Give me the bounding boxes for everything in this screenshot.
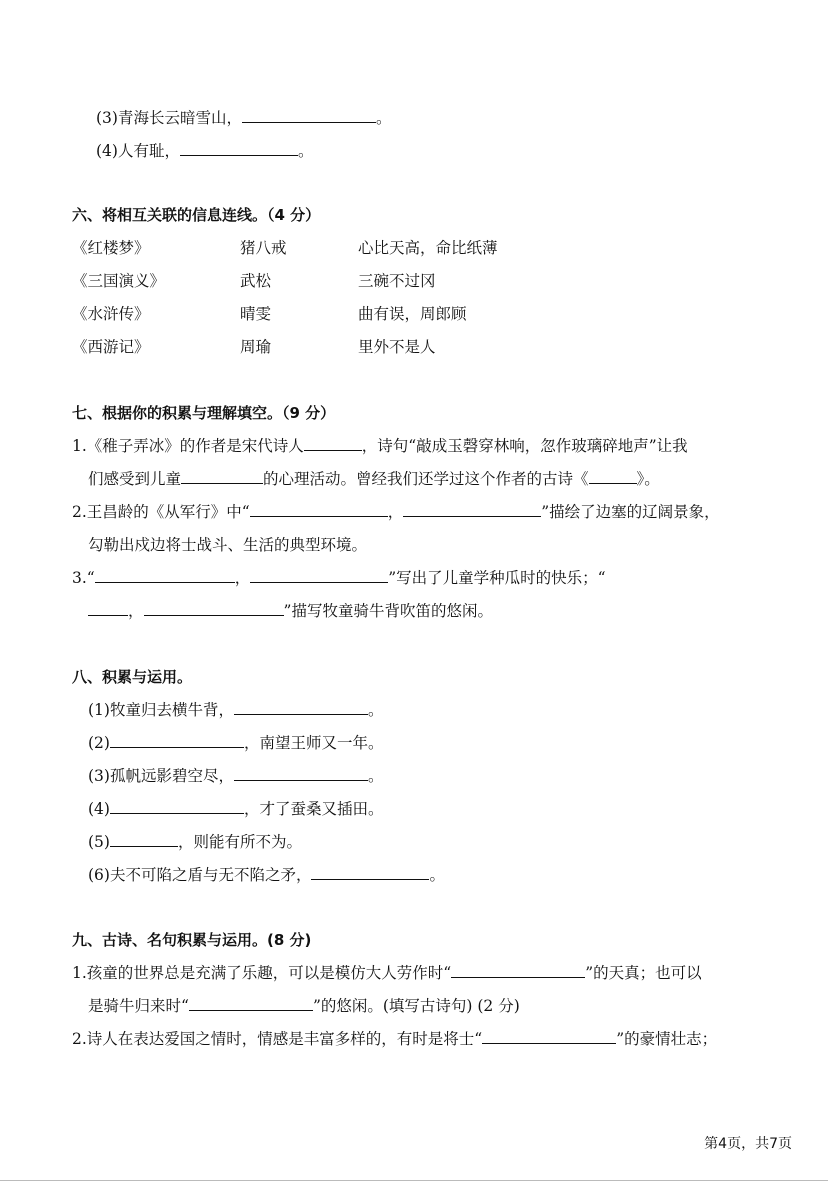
sec9-q2-text-a: 2.诗人在表达爱国之情时，情感是丰富多样的，有时是将士“ xyxy=(72,1030,483,1048)
answer-blank[interactable] xyxy=(311,865,429,880)
sec8-item-3-text: (3)孤帆远影碧空尽， xyxy=(88,767,234,785)
sec7-q1-line2 xyxy=(88,468,660,490)
sec5-item-3 xyxy=(96,107,391,129)
answer-blank[interactable] xyxy=(250,568,388,583)
answer-blank[interactable] xyxy=(110,733,244,748)
sec8-item-3-end: 。 xyxy=(367,767,384,785)
sec8-title: 八、积累与运用。 xyxy=(72,668,193,686)
sec8-item-1-end: 。 xyxy=(367,701,384,719)
sec7-q2-line2: 勾勒出戍边将士战斗、生活的典型环境。 xyxy=(88,536,368,554)
sec7-q3-text-e: ”描写牧童骑牛背吹笛的悠闲。 xyxy=(283,602,493,620)
sec6-quote-1: 心比天高，命比纸薄 xyxy=(358,239,498,257)
answer-blank[interactable] xyxy=(234,700,368,715)
sec8-item-4 xyxy=(88,798,383,820)
sec8-item-4-text: ，才了蚕桑又插田。 xyxy=(243,800,384,818)
sec7-q3-text-a: 3.“ xyxy=(72,569,95,587)
answer-blank[interactable] xyxy=(403,502,541,517)
sec6-quote-2: 三碗不过冈 xyxy=(358,272,436,290)
sec8-item-1-text: (1)牧童归去横牛背， xyxy=(88,701,234,719)
sec9-q2-text-b: ”的豪情壮志； xyxy=(616,1030,718,1048)
sec9-q1-line2 xyxy=(88,995,520,1017)
sec6-book-3: 《水浒传》 xyxy=(72,305,150,323)
answer-blank[interactable] xyxy=(88,601,128,616)
sec7-q1-text-b: ，诗句“敲成玉磬穿林响，忽作玻璃碎地声”让我 xyxy=(361,437,688,455)
page-bottom-rule xyxy=(0,1180,828,1181)
answer-blank[interactable] xyxy=(189,996,313,1011)
sec7-q3-text-b: ， xyxy=(234,569,251,587)
sec7-q1-line1 xyxy=(72,435,688,457)
sec8-item-2 xyxy=(88,732,383,754)
sec8-item-3 xyxy=(88,765,383,787)
sec8-item-6-end: 。 xyxy=(429,866,445,884)
sec7-q3-text-d: ， xyxy=(128,602,144,620)
sec7-q1-text-e: 》。 xyxy=(636,470,660,488)
sec5-item-4-text: (4)人有耻， xyxy=(96,142,180,160)
sec7-q1-text-a: 1.《稚子弄冰》的作者是宋代诗人 xyxy=(72,437,304,455)
answer-blank[interactable] xyxy=(304,436,362,451)
sec5-item-4-end: 。 xyxy=(297,142,314,160)
sec6-book-1: 《红楼梦》 xyxy=(72,239,150,257)
sec8-item-6-text: (6)夫不可陷之盾与无不陷之矛， xyxy=(88,866,312,884)
answer-blank[interactable] xyxy=(110,832,178,847)
sec8-item-2-text: ，南望王师又一年。 xyxy=(243,734,384,752)
answer-blank[interactable] xyxy=(180,141,298,156)
sec6-title: 六、将相互关联的信息连线。（4 分） xyxy=(72,206,321,224)
sec6-quote-4: 里外不是人 xyxy=(358,338,436,356)
sec8-item-5-text: ，则能有所不为。 xyxy=(177,833,302,851)
sec5-item-3-text: (3)青海长云暗雪山， xyxy=(96,109,242,127)
answer-blank[interactable] xyxy=(242,108,376,123)
sec8-item-5 xyxy=(88,831,302,853)
sec8-item-1 xyxy=(88,699,383,721)
sec7-q2-line1 xyxy=(72,501,720,523)
sec8-item-6 xyxy=(88,864,445,886)
answer-blank[interactable] xyxy=(234,766,368,781)
sec6-book-4: 《西游记》 xyxy=(72,338,150,356)
sec6-person-4: 周瑜 xyxy=(240,338,272,356)
sec8-item-4-num: (4) xyxy=(88,800,110,818)
answer-blank[interactable] xyxy=(250,502,388,517)
sec7-q2-text-c: ”描绘了边塞的辽阔景象， xyxy=(541,503,720,521)
sec5-item-3-end: 。 xyxy=(375,109,392,127)
sec7-q2-text-a: 2.王昌龄的《从军行》中“ xyxy=(72,503,250,521)
sec7-q2-text-b: ， xyxy=(387,503,404,521)
answer-blank[interactable] xyxy=(95,568,235,583)
sec8-item-5-num: (5) xyxy=(88,833,110,851)
sec9-q2-line1 xyxy=(72,1028,717,1050)
sec7-q1-text-d: 的心理活动。曾经我们还学过这个作者的古诗《 xyxy=(263,470,589,488)
sec6-quote-3: 曲有误，周郎顾 xyxy=(358,305,467,323)
sec7-q3-line1 xyxy=(72,567,606,589)
sec9-q1-text-d: ”的悠闲。(填写古诗句) (2 分) xyxy=(312,997,520,1015)
page-number: 第4页，共7页 xyxy=(704,1136,792,1152)
answer-blank[interactable] xyxy=(110,799,244,814)
sec7-q1-text-c: 们感受到儿童 xyxy=(88,470,182,488)
sec7-title: 七、根据你的积累与理解填空。（9 分） xyxy=(72,404,336,422)
sec6-person-2: 武松 xyxy=(240,272,272,290)
sec6-book-2: 《三国演义》 xyxy=(72,272,166,290)
sec6-person-3: 晴雯 xyxy=(240,305,272,323)
sec7-q3-text-c: ”写出了儿童学种瓜时的快乐；“ xyxy=(388,569,606,587)
answer-blank[interactable] xyxy=(482,1029,616,1044)
sec7-q3-line2 xyxy=(88,600,493,622)
sec8-item-2-num: (2) xyxy=(88,734,110,752)
answer-blank[interactable] xyxy=(181,469,263,484)
sec9-q1-text-a: 1.孩童的世界总是充满了乐趣，可以是模仿大人劳作时“ xyxy=(72,964,452,982)
answer-blank[interactable] xyxy=(451,963,585,978)
sec9-q1-text-b: ”的天真；也可以 xyxy=(585,964,702,982)
answer-blank[interactable] xyxy=(589,469,637,484)
sec9-q1-line1 xyxy=(72,962,702,984)
sec9-q1-text-c: 是骑牛归来时“ xyxy=(88,997,189,1015)
answer-blank[interactable] xyxy=(144,601,284,616)
sec6-person-1: 猪八戒 xyxy=(240,239,287,257)
sec9-title: 九、古诗、名句积累与运用。(8 分) xyxy=(72,931,312,949)
sec5-item-4 xyxy=(96,140,313,162)
